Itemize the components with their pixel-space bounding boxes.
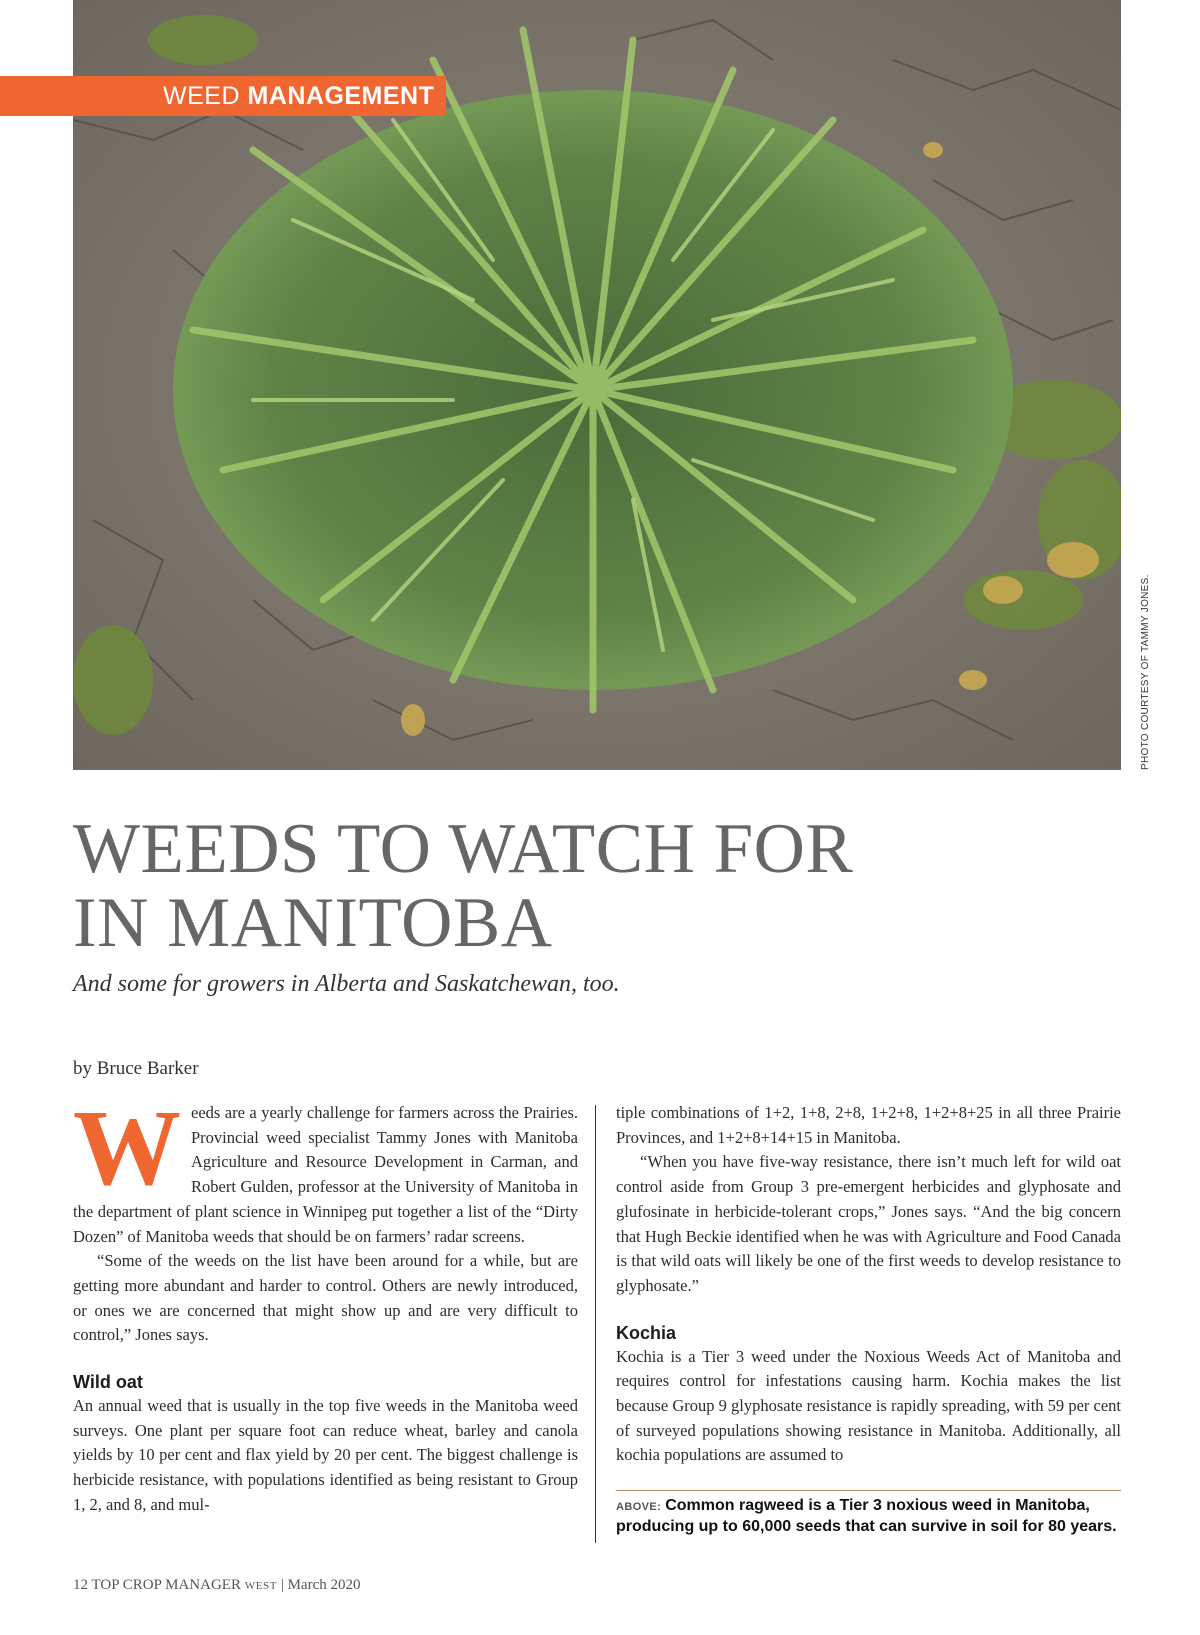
paragraph-resistance-quote: “When you have five-way resistance, there isn’t much left for wild oat control aside from Group 3 pre-emergent herbicides and glyphosate and glufosinate in herbicide-tolerant crops,” Jones says. “And the big concern that Hugh Beckie identified when he was with Agriculture and Food Canada is that wild oats will likely be one of the first weeds to develop resistance to glyphosate.” [616,1152,1121,1295]
column-right [616,1101,1121,1468]
caption-text: Common ragweed is a Tier 3 noxious weed in Manitoba, producing up to 60,000 seeds that can survive in soil for 80 years. [616,1497,1117,1535]
article-title-line-1: WEEDS TO WATCH FOR [73,810,854,888]
paragraph-wild-oat-cont: tiple combinations of 1+2, 1+8, 2+8, 1+2+8, 1+2+8+25 in all three Prairie Provinces, and 1+2+8+14+15 in Manitoba. [616,1103,1121,1147]
footer-separator: | [280,1577,284,1593]
magazine-edition: WEST [244,1580,278,1592]
magazine-name: TOP CROP MANAGER [91,1577,241,1593]
subhead-kochia: Kochia [616,1322,677,1343]
article-dek: And some for growers in Alberta and Saskatchewan, too. [73,971,620,997]
paragraph-quote: “Some of the weeds on the list have been around for a while, but are getting more abundant and harder to control. Others are newly introduced, or ones we are concerned that might show up and are very difficult to control,” Jones says. [73,1251,578,1345]
drop-cap: W [73,1089,181,1208]
paragraph-kochia: Kochia is a Tier 3 weed under the Noxious Weeds Act of Manitoba and requires control for infestations causing harm. Kochia makes the list because Group 9 glyphosate resistance is rapidly spreading, with 59 per cent of surveyed populations showing resistance in Manitoba. Additionally, all kochia populations are assumed to [616,1346,1121,1465]
caption-rule [616,1490,1121,1491]
article-title [73,812,853,960]
issue-date: March 2020 [287,1577,361,1593]
photo-credit: PHOTO COURTESY OF TAMMY JONES. [1140,574,1151,770]
page-footer [73,1577,360,1594]
article-title-line-2: IN MANITOBA [73,884,553,962]
byline: by Bruce Barker [73,1058,199,1079]
column-divider [595,1105,596,1543]
page-number: 12 [73,1577,88,1593]
subhead-wild-oat: Wild oat [73,1372,143,1393]
paragraph-wild-oat: An annual weed that is usually in the top five weeds in the Manitoba weed surveys. One plant per square foot can reduce wheat, barley and canola yields by 10 per cent and flax yield by 20 per cent. The biggest challenge is herbicide resistance, with populations identified as being resistant to Group 1, 2, and 8, and mul- [73,1396,578,1514]
caption-label: ABOVE: [616,1501,662,1513]
section-tag [0,76,446,116]
section-tag-light: WEED [163,82,240,110]
paragraph-intro [73,1089,578,1249]
section-tag-bold: MANAGEMENT [247,82,435,110]
paragraph-intro-text: eeds are a yearly challenge for farmers across the Prairies. Provincial weed specialist Tammy Jones with Manitoba Agriculture and Resource Development in Carman, and Robert Gulden, professor at the University of Manitoba in the department of plant science in Winnipeg put together a list of the “Dirty Dozen” of Manitoba weeds that should be on farmers’ radar screens. [73,1103,578,1246]
column-left [73,1089,578,1518]
photo-caption [616,1496,1121,1537]
